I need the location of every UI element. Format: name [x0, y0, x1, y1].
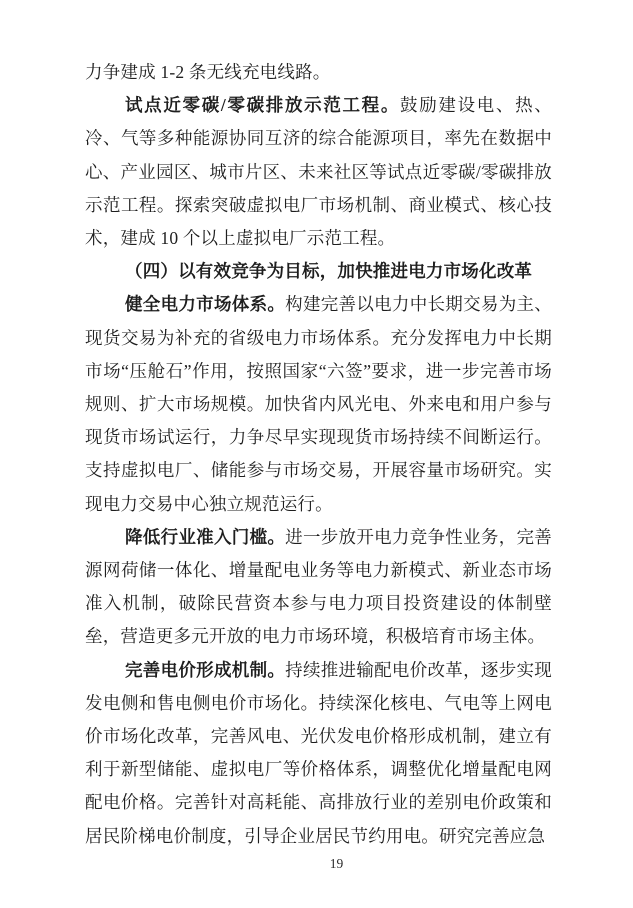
paragraph-text: 鼓励建设电、热、冷、气等多种能源协同互济的综合能源项目，率先在数据中心、产业园区、城市片区、未来社区等试点近零碳/零碳排放示范工程。探索突破虚拟电厂市场机制、商业模式、核心技术，建成 10 个以上虚拟电厂示范工程。 — [85, 95, 552, 249]
paragraph-price-formation-mechanism — [85, 654, 552, 853]
paragraph-text: 构建完善以电力中长期交易为主、现货交易为补充的省级电力市场体系。充分发挥电力中长期市场“压舱石”作用，按照国家“六签”要求，进一步完善市场规则、扩大市场规模。加快省内风光电、外来电和用户参与现货市场试运行，力争尽早实现现货市场持续不间断运行。支持虚拟电厂、储能参与市场交易，开展容量市场研究。实现电力交易中心独立规范运行。 — [85, 294, 552, 514]
paragraph-text: 持续推进输配电价改革，逐步实现发电侧和售电侧电价市场化。持续深化核电、气电等上网电价市场化改革，完善风电、光伏发电价格形成机制，建立有利于新型储能、虚拟电厂等价格体系，调整优化增量配电网配电价格。完善针对高耗能、高排放行业的差别电价政策和居民阶梯电价制度，引导企业居民节约用电。研究完善应急 — [85, 659, 552, 846]
page-number: 19 — [329, 856, 344, 871]
paragraph-lead: 降低行业准入门槛。 — [125, 526, 286, 547]
paragraph-text: 力争建成 1-2 条无线充电线路。 — [85, 62, 331, 82]
paragraph-lead: 试点近零碳/零碳排放示范工程。 — [125, 95, 401, 116]
paragraph-pilot-zero-carbon — [85, 89, 552, 255]
section-heading: （四）以有效竞争为目标，加快推进电力市场化改革 — [125, 261, 533, 282]
text-column — [85, 56, 552, 853]
paragraph-lead: 完善电价形成机制。 — [125, 659, 286, 680]
paragraph-power-market-system — [85, 288, 552, 520]
paragraph-text: 进一步放开电力竞争性业务，完善源网荷储一体化、增量配电业务等电力新模式、新业态市场准入机制，破除民营资本参与电力项目投资建设的体制壁垒，营造更多元开放的电力市场环境，积极培育市场主体。 — [85, 526, 552, 647]
paragraph-lower-entry-barrier — [85, 521, 552, 654]
paragraph-lead: 健全电力市场体系。 — [125, 294, 286, 315]
paragraph-continuation — [85, 56, 552, 89]
